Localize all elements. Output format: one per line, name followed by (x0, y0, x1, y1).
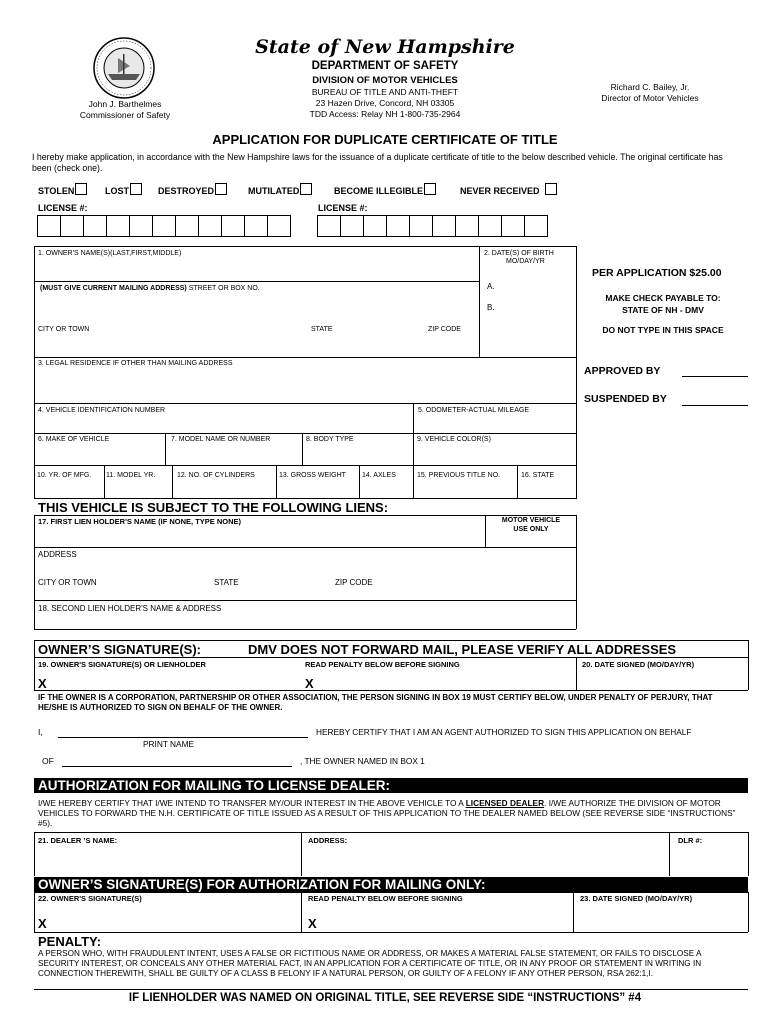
fee: PER APPLICATION $25.00 (592, 267, 722, 279)
state16-label: 16. STATE (521, 472, 555, 479)
second-lien-label: 18. SECOND LIEN HOLDER'S NAME & ADDRESS (38, 604, 222, 613)
dob-b: B. (487, 303, 495, 312)
license-label-1: LICENSE #: (38, 203, 88, 213)
checkbox[interactable] (424, 183, 436, 195)
penalty-text: A PERSON WHO, WITH FRAUDULENT INTENT, USES A FALSE OR FICTITIOUS NAME OR ADDRESS, OR MAKES A MATERIAL FALSE STATEMENT, OR FAILS TO DISCLOSE A SECURITY INTEREST, OR CONCEALS ANY OTHER MATERIAL FACT, IN AN APPLICATION FOR A CERTIFICATE OF TITLE, OR IN ANY PROOF OR STATEMENT IN WRITING IN CONNECTION THEREWITH, SHALL BE GUILTY OF A CLASS B FELONY IF A NATURAL PERSON, OR GUILTY OF A FELONY IF ANY OTHER PERSON, RSA 262:1,I. (38, 949, 702, 978)
division: DIVISION OF MOTOR VEHICLES (312, 75, 458, 86)
certify-text: HEREBY CERTIFY THAT I AM AN AGENT AUTHORIZED TO SIGN THIS APPLICATION ON BEHALF (316, 727, 692, 737)
vin-label: 4. VEHICLE IDENTIFICATION NUMBER (38, 407, 166, 414)
footer-note: IF LIENHOLDER WAS NAMED ON ORIGINAL TITLE, SEE REVERSE SIDE “INSTRUCTIONS” #4 (128, 992, 642, 1004)
checkbox[interactable] (75, 183, 87, 195)
checkbox[interactable] (130, 183, 142, 195)
odometer-label: 5. ODOMETER-ACTUAL MILEAGE (418, 407, 529, 414)
owner-signature-heading: OWNER’S SIGNATURE(S): (38, 642, 201, 657)
dealer-name-label: 21. DEALER ’S NAME: (38, 836, 118, 845)
check-mutilated[interactable]: MUTILATED (248, 183, 312, 196)
check-destroyed[interactable]: DESTROYED (158, 183, 227, 196)
box23-label: 23. DATE SIGNED (MO/DAY/YR) (580, 894, 693, 903)
approved-by: APPROVED BY (584, 365, 661, 377)
print-name-label: PRINT NAME (143, 739, 195, 749)
dlr-number-label: DLR #: (678, 836, 703, 845)
tdd-access: TDD Access: Relay NH 1-800-735-2964 (309, 109, 461, 119)
mailing-label: (MUST GIVE CURRENT MAILING ADDRESS) STREET OR BOX NO. (40, 285, 260, 292)
make-label: 6. MAKE OF VEHICLE (38, 436, 110, 443)
state-title: State of New Hampshire (255, 36, 515, 58)
license-boxes-2[interactable] (318, 215, 548, 237)
of-label: OF (42, 756, 54, 766)
cylinders-label: 12. NO. OF CYLINDERS (177, 472, 255, 479)
lien-state-label: STATE (214, 578, 239, 587)
i-label: I, (38, 727, 43, 737)
penalty-heading: PENALTY: (38, 934, 102, 949)
director-name: Richard C. Bailey, Jr. (610, 82, 690, 92)
checkbox[interactable] (545, 183, 557, 195)
lien-zip-label: ZIP CODE (335, 578, 373, 587)
dob-label: 2. DATE(S) OF BIRTH (484, 250, 554, 257)
mv-use-1: MOTOR VEHICLE (501, 517, 561, 524)
intro-text: I hereby make application, in accordance with the New Hampshire laws for the issuance of a duplicate certificate of title to the below described vehicle. The original certificate has been (check one). (32, 152, 723, 173)
model-label: 7. MODEL NAME OR NUMBER (171, 436, 271, 443)
mailing-only-heading: OWNER’S SIGNATURE(S) FOR AUTHORIZATION FOR MAILING ONLY: (34, 877, 748, 892)
payable-2: STATE OF NH - DMV (622, 305, 704, 315)
prev-title-label: 15. PREVIOUS TITLE NO. (417, 472, 501, 479)
director-title: Director of Motor Vehicles (601, 93, 699, 103)
owner-box1-text: , THE OWNER NAMED IN BOX 1 (300, 756, 425, 766)
bureau: BUREAU OF TITLE AND ANTI-THEFT (311, 87, 459, 97)
dealer-address-label: ADDRESS: (308, 836, 348, 845)
check-lost[interactable]: LOST (105, 183, 142, 196)
print-name-line[interactable] (58, 737, 308, 738)
dealer-heading: AUTHORIZATION FOR MAILING TO LICENSE DEALER: (34, 778, 748, 793)
zip-label: ZIP CODE (428, 326, 461, 333)
read-penalty-19: READ PENALTY BELOW BEFORE SIGNING (305, 660, 460, 669)
dob-a: A. (487, 282, 495, 291)
lien-address-label: ADDRESS (38, 550, 77, 559)
first-lien-label: 17. FIRST LIEN HOLDER'S NAME (IF NONE, TYPE NONE) (38, 517, 242, 526)
owner-of-line[interactable] (62, 766, 292, 767)
owner-name-label: 1. OWNER'S NAME(S)(LAST,FIRST,MIDDLE) (38, 250, 182, 257)
license-label-2: LICENSE #: (318, 203, 368, 213)
model-yr-label: 11. MODEL YR. (106, 472, 156, 479)
box19-label: 19. OWNER'S SIGNATURE(S) OR LIENHOLDER (38, 660, 206, 669)
state-label: STATE (311, 326, 333, 333)
box22-label: 22. OWNER'S SIGNATURE(S) (38, 894, 142, 903)
approved-line[interactable] (682, 376, 748, 377)
dob-format: MO/DAY/YR (506, 258, 545, 265)
signature-x-22b[interactable]: X (308, 916, 317, 931)
dmv-address: 23 Hazen Drive, Concord, NH 03305 (315, 98, 455, 108)
dmv-forward-notice: DMV DOES NOT FORWARD MAIL, PLEASE VERIFY ALL ADDRESSES (248, 642, 677, 657)
suspended-line[interactable] (682, 405, 748, 406)
signature-x-22[interactable]: X (38, 916, 47, 931)
do-not-type: DO NOT TYPE IN THIS SPACE (602, 325, 724, 335)
signature-x-19b[interactable]: X (305, 676, 314, 691)
gross-weight-label: 13. GROSS WEIGHT (279, 472, 346, 479)
corporation-text: IF THE OWNER IS A CORPORATION, PARTNERSHIP OR OTHER ASSOCIATION, THE PERSON SIGNING IN BOX 19 MUST CERTIFY BELOW, UNDER PENALTY OF PERJURY, THAT HE/SHE IS AUTHORIZED TO SIGN ON BEHALF OF THE OWNER. (38, 693, 713, 713)
commissioner-title: Commissioner of Safety (79, 110, 171, 120)
payable-1: MAKE CHECK PAYABLE TO: (605, 293, 721, 303)
suspended-by: SUSPENDED BY (584, 393, 667, 405)
read-penalty-22: READ PENALTY BELOW BEFORE SIGNING (308, 894, 463, 903)
lien-city-label: CITY OR TOWN (38, 578, 97, 587)
commissioner-name: John J. Barthelmes (88, 99, 162, 109)
mv-use-2: USE ONLY (513, 526, 549, 533)
check-illegible[interactable]: BECOME ILLEGIBLE (334, 183, 436, 196)
dealer-text: I/WE HEREBY CERTIFY THAT I/WE INTEND TO TRANSFER MY/OUR INTEREST IN THE ABOVE VEHICLE TO A LICENSED DEALER. I/WE AUTHORIZE THE DIVISION OF MOTOR VEHICLES TO FORWARD THE N.H. CERTIFICATE OF TITLE ISSUED AS A RESULT OF THIS APPLICATION TO THE DEALER NAMED BELOW (SEE REVERSE SIDE “INSTRUCTIONS” #5). (38, 798, 736, 829)
legal-residence-label: 3. LEGAL RESIDENCE IF OTHER THAN MAILING ADDRESS (38, 360, 233, 367)
department: DEPARTMENT OF SAFETY (311, 60, 459, 72)
color-label: 9. VEHICLE COLOR(S) (417, 436, 491, 443)
license-boxes-1[interactable] (38, 215, 291, 237)
checkbox[interactable] (300, 183, 312, 195)
check-stolen[interactable]: STOLEN (38, 183, 87, 196)
city-label: CITY OR TOWN (38, 326, 90, 333)
checkbox[interactable] (215, 183, 227, 195)
box20-label: 20. DATE SIGNED (MO/DAY/YR) (582, 660, 695, 669)
body-label: 8. BODY TYPE (306, 436, 354, 443)
axles-label: 14. AXLES (362, 472, 396, 479)
liens-heading: THIS VEHICLE IS SUBJECT TO THE FOLLOWING LIENS: (38, 500, 389, 515)
signature-x-19[interactable]: X (38, 676, 47, 691)
check-never-received[interactable]: NEVER RECEIVED (460, 183, 557, 196)
yr-mfg-label: 10. YR. OF MFG. (37, 472, 92, 479)
form-title: APPLICATION FOR DUPLICATE CERTIFICATE OF TITLE (212, 132, 558, 147)
